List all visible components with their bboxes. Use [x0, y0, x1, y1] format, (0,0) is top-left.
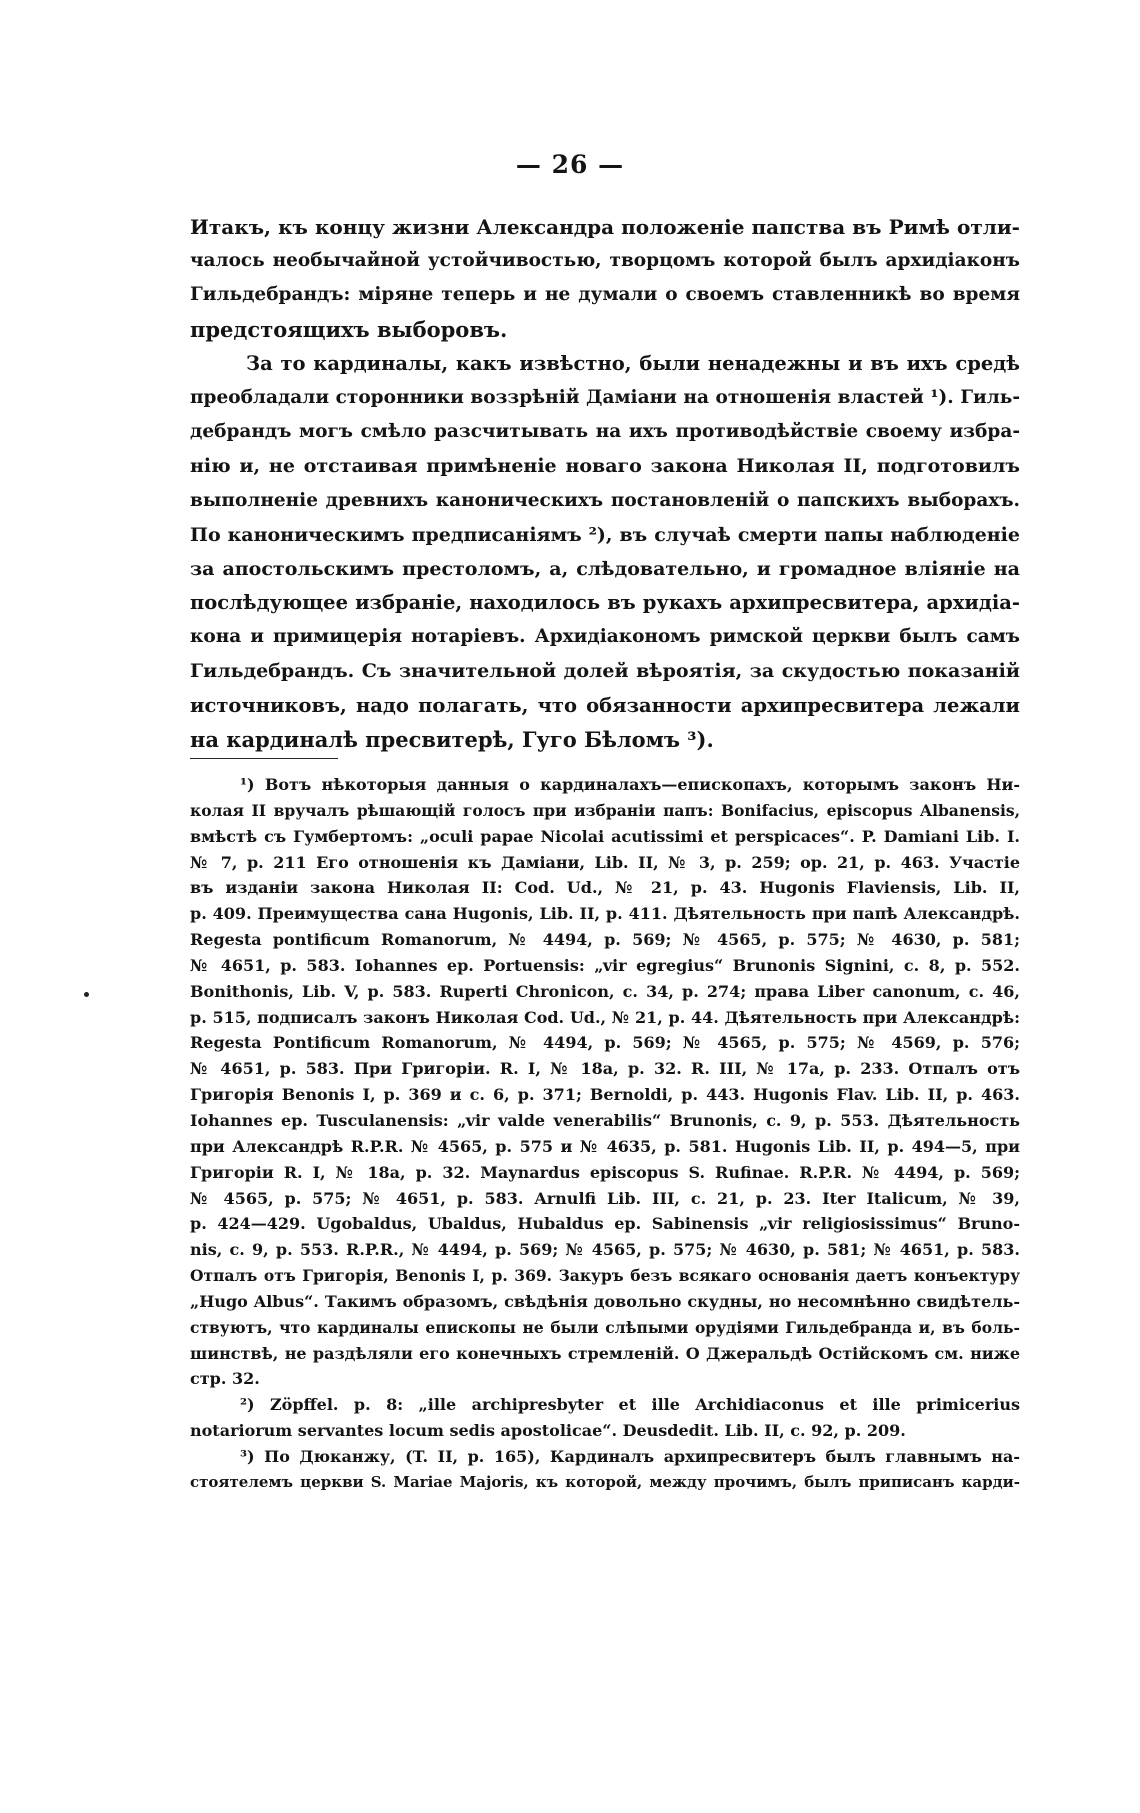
body-line: По каноническимъ предписаніямъ ²), въ случаѣ смерти папы наблюденіе — [190, 523, 1020, 546]
footnote-line: Regesta pontificum Romanorum, № 4494, p. 569; № 4565, p. 575; № 4630, p. 581; — [190, 930, 1020, 950]
footnote-line: ²) Zöpffel. p. 8: „ille archipresbyter et ille Archidiaconus et ille primicerius — [240, 1395, 1020, 1415]
footnote-line: ³) По Дюканжу, (T. II, p. 165), Кардиналъ архипресвитеръ былъ главнымъ на- — [240, 1446, 1020, 1466]
footnote-line: ствуютъ, что кардиналы епископы не были слѣпыми орудіями Гильдебранда и, въ боль- — [190, 1317, 1020, 1337]
footnote-line: № 4565, p. 575; № 4651, p. 583. Arnulfi Lib. III, c. 21, p. 23. Iter Italicum, № 39, — [190, 1188, 1020, 1208]
footnote-line: Iohannes ep. Tusculanensis: „vir valde venerabilis“ Brunonis, c. 9, p. 553. Дѣятельность — [190, 1110, 1020, 1130]
body-text — [190, 210, 1020, 757]
body-line: за апостольскимъ престоломъ, а, слѣдовательно, и громадное вліяніе на — [190, 557, 1020, 580]
body-line: кона и примицерія нотаріевъ. Архидіакономъ римской церкви былъ самъ — [190, 626, 1020, 648]
footnote-line: Отпалъ отъ Григорія, Benonis I, p. 369. Закуръ безъ всякаго основанія даетъ конъектуру — [190, 1266, 1020, 1286]
footnote-line: Григорія Benonis I, p. 369 и c. 6, p. 371; Bernoldi, p. 443. Hugonis Flav. Lib. II, p. 463. — [190, 1085, 1020, 1105]
footnote-line: p. 424—429. Ugobaldus, Ubaldus, Hubaldus ep. Sabinensis „vir religiosissimus“ Bruno- — [190, 1214, 1020, 1234]
margin-speck — [84, 992, 89, 997]
body-line: послѣдующее избраніе, находилось въ рукахъ архипресвитера, архидіа- — [190, 591, 1020, 615]
footnote-line: № 4651, p. 583. Iohannes ep. Portuensis: „vir egregius“ Brunonis Signini, c. 8, p. 552. — [190, 955, 1020, 975]
footnote-line: стоятелемъ церкви S. Mariae Majoris, къ которой, между прочимъ, былъ приписанъ карди- — [190, 1472, 1020, 1491]
footnote-line: при Александрѣ R.P.R. № 4565, p. 575 и № 4635, p. 581. Hugonis Lib. II, p. 494—5, при — [190, 1136, 1020, 1156]
footnote-line: вмѣстѣ съ Гумбертомъ: „oculi papae Nicolai acutissimi et perspicaces“. P. Damiani Lib. I. — [190, 826, 1020, 846]
body-line: чалось необычайной устойчивостью, творцомъ которой былъ архидіаконъ — [190, 250, 1020, 272]
body-line: Гильдебрандъ. Съ значительной долей вѣроятія, за скудостью показаній — [190, 660, 1020, 683]
body-line: нію и, не отстаивая примѣненіе новаго закона Николая II, подготовилъ — [190, 455, 1020, 478]
footnote-line: колая II вручалъ рѣшающій голосъ при избраніи папъ: Bonifacius, episcopus Albanensis, — [190, 800, 1020, 820]
footnote-line: Григоріи R. I, № 18a, p. 32. Maynardus episcopus S. Rufinae. R.P.R. № 4494, p. 569; — [190, 1162, 1020, 1182]
footnote-line: notariorum servantes locum sedis apostolicae“. Deusdedit. Lib. II, c. 92, p. 209. — [190, 1421, 906, 1441]
body-line: выполненіе древнихъ каноническихъ постановленій о папскихъ выборахъ. — [190, 489, 1020, 511]
body-line: на кардиналѣ пресвитерѣ, Гуго Бѣломъ ³). — [190, 726, 714, 752]
page-number: — 26 — — [515, 150, 625, 179]
footnote-line: шинствѣ, не раздѣляли его конечныхъ стремленій. О Джеральдѣ Остійскомъ см. ниже — [190, 1343, 1020, 1363]
footnote-line: „Hugo Albus“. Такимъ образомъ, свѣдѣнія довольно скудны, но несомнѣнно свидѣтель- — [190, 1291, 1020, 1311]
footnote-line: nis, c. 9, p. 553. R.P.R., № 4494, p. 569; № 4565, p. 575; № 4630, p. 581; № 4651, p. 583. — [190, 1240, 1020, 1260]
footnote-line: p. 515, подписалъ законъ Николая Cod. Ud., № 21, p. 44. Дѣятельность при Александрѣ: — [190, 1007, 1020, 1027]
footnote-line: p. 409. Преимущества сана Hugonis, Lib. II, p. 411. Дѣятельность при папѣ Александрѣ. — [190, 904, 1020, 924]
body-line: дебрандъ могъ смѣло разсчитывать на ихъ противодѣйствіе своему избра- — [190, 421, 1020, 443]
body-line: Гильдебрандъ: міряне теперь и не думали о своемъ ставленникѣ во время — [190, 284, 1020, 306]
footnote-line: № 7, p. 211 Его отношенія къ Даміани, Lib. II, № 3, p. 259; op. 21, p. 463. Участіе — [190, 852, 1020, 872]
footnotes — [190, 772, 1020, 1496]
footnote-line: ¹) Вотъ нѣкоторыя данныя о кардиналахъ—епископахъ, которымъ законъ Ни- — [240, 775, 1020, 794]
footnote-line: стр. 32. — [190, 1369, 260, 1389]
body-line: Итакъ, къ концу жизни Александра положеніе папства въ Римѣ отли- — [190, 215, 1020, 239]
footnote-line: Regesta Pontificum Romanorum, № 4494, p. 569; № 4565, p. 575; № 4569, p. 576; — [190, 1033, 1020, 1053]
footnote-separator — [190, 758, 338, 759]
footnote-line: Bonithonis, Lib. V, p. 583. Ruperti Chronicon, c. 34, p. 274; права Liber canonum, c. 46, — [190, 981, 1020, 1001]
body-line: За то кардиналы, какъ извѣстно, были ненадежны и въ ихъ средѣ — [246, 351, 1020, 375]
footnote-line: въ изданіи закона Николая II: Cod. Ud., № 21, p. 43. Hugonis Flaviensis, Lib. II, — [190, 878, 1020, 898]
footnote-line: № 4651, p. 583. При Григоріи. R. I, № 18a, p. 32. R. III, № 17a, p. 233. Отпалъ отъ — [190, 1059, 1020, 1079]
body-line: предстоящихъ выборовъ. — [190, 316, 508, 342]
body-line: источниковъ, надо полагать, что обязанности архипресвитера лежали — [190, 693, 1020, 717]
body-line: преобладали сторонники воззрѣній Даміани на отношенія властей ¹). Гиль- — [190, 386, 1020, 408]
